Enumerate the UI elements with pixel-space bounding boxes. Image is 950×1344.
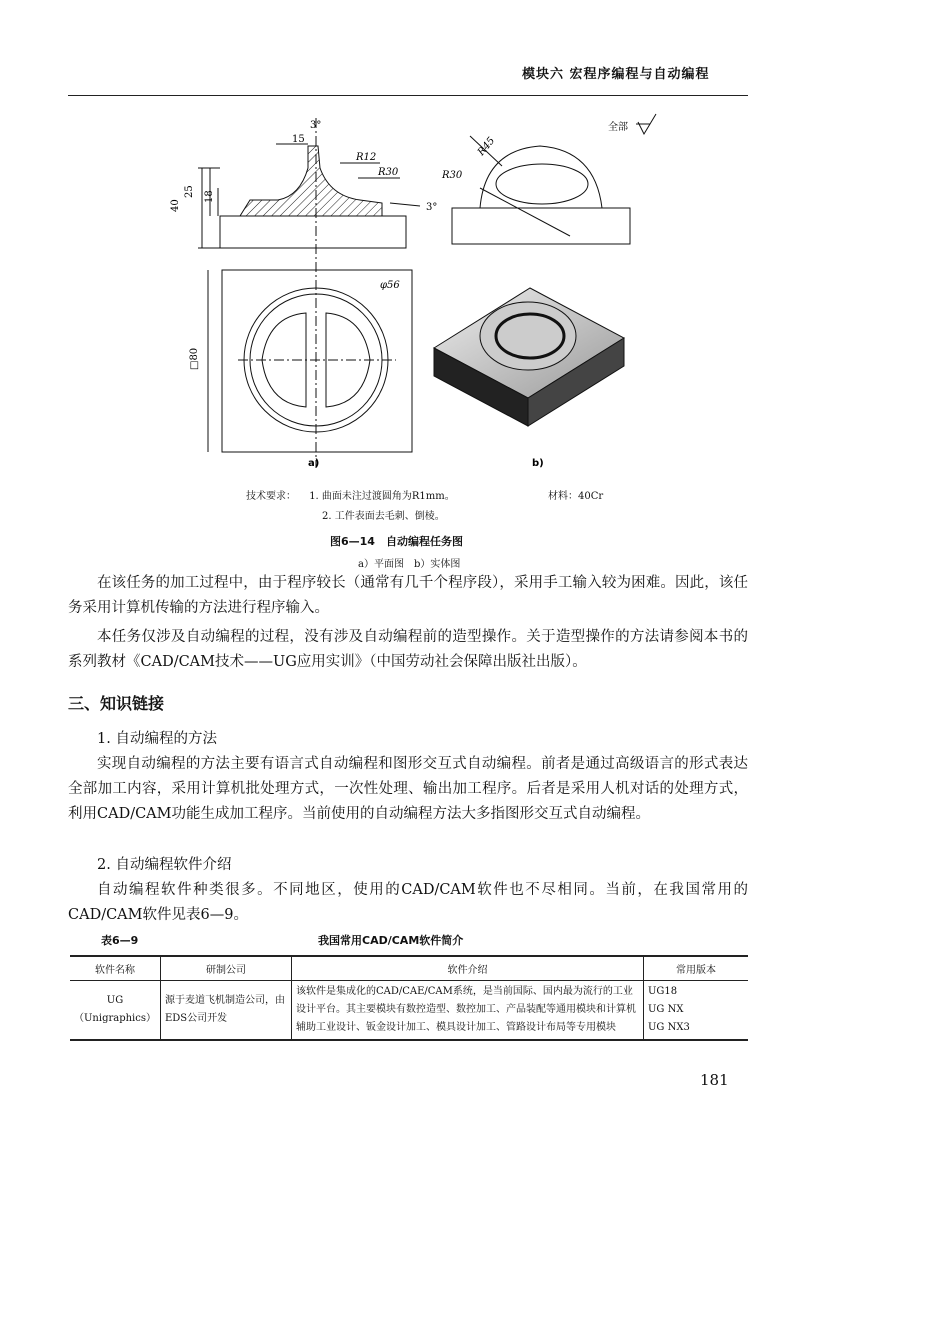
leader-r30-b: [480, 188, 570, 236]
version-item: UG NX3: [647, 1022, 690, 1033]
subsection-2-title: 2. 自动编程软件介绍: [97, 857, 232, 873]
dim-40: 40: [170, 199, 181, 212]
dim-3deg-top: 3°: [310, 120, 322, 131]
iso-dome: [480, 302, 576, 370]
table-title: 我国常用CAD/CAM软件简介: [318, 934, 464, 947]
version-item: UG NX: [647, 1004, 684, 1015]
software-table: [70, 955, 748, 1041]
dim-80: □80: [189, 347, 200, 370]
tech-requirements: [246, 487, 455, 527]
table-number: 表6—9: [101, 934, 139, 947]
figure-title: 图6—14 自动编程任务图: [330, 535, 463, 548]
col-header-name: 软件名称: [70, 956, 160, 981]
label-a: a): [308, 458, 320, 469]
side-ellipse: [496, 164, 588, 204]
side-base: [452, 208, 630, 244]
section-base: [220, 216, 406, 248]
dim-r45: R45: [475, 135, 498, 158]
isometric-view: [434, 288, 624, 426]
software-name: UG: [106, 995, 124, 1006]
col-header-intro: 软件介绍: [291, 956, 643, 981]
cell-versions: [643, 981, 748, 1041]
running-header: 模块六 宏程序编程与自动编程: [522, 67, 710, 82]
cell-intro: 该软件是集成化的CAD/CAE/CAM系统，是当前国际、国内最为流行的工业设计平台。其主要模块有数控造型、数控加工、产品装配等通用模块和计算机辅助工业设计、钣金设计加工、模具设计加工、管路设计布局等专用模块: [291, 981, 643, 1041]
dim-r30-b: R30: [442, 170, 463, 181]
table-row: [70, 981, 748, 1041]
cell-name: [70, 981, 160, 1041]
material-note: 材料：40Cr: [548, 491, 604, 502]
roughness-icon: [636, 114, 656, 134]
tech-label: 技术要求：: [246, 491, 296, 502]
dim-r30: R30: [378, 167, 399, 178]
dim-3deg-side: 3°: [426, 202, 438, 213]
paragraph-1: 在该任务的加工过程中，由于程序较长（通常有几千个程序段），采用手工输入较为困难。因此，该任务采用计算机传输的方法进行程序输入。: [68, 575, 748, 616]
dim-phi56: φ56: [380, 280, 400, 291]
subsection-1-title: 1. 自动编程的方法: [97, 731, 217, 747]
tech-item-2: 2. 工件表面去毛刺、倒棱。: [322, 511, 445, 522]
dim-25: 25: [184, 185, 195, 198]
page-number: 181: [700, 1071, 729, 1089]
section-heading: 三、知识链接: [68, 694, 165, 713]
header-rule: [68, 95, 748, 96]
dim-18: 18: [204, 190, 215, 203]
col-header-version: 常用版本: [643, 956, 748, 981]
paragraph-4: 自动编程软件种类很多。不同地区，使用的CAD/CAM软件也不尽相同。当前，在我国常用的CAD/CAM软件见表6—9。: [68, 882, 748, 923]
col-header-company: 研制公司: [160, 956, 291, 981]
label-b: b): [532, 458, 544, 469]
dim-15: 15: [292, 134, 305, 145]
tech-item-1: 1. 曲面未注过渡圆角为R1mm。: [309, 491, 455, 502]
leader-3deg: [390, 203, 420, 206]
dim-r12: R12: [356, 152, 377, 163]
version-item: UG18: [647, 986, 678, 997]
plan-view: [208, 270, 412, 452]
figure-subtitle: a）平面图 b）实体图: [358, 559, 461, 570]
technical-drawing: [150, 108, 670, 478]
all-label: 全部: [608, 122, 628, 133]
paragraph-3: 实现自动编程的方法主要有语言式自动编程和图形交互式自动编程。前者是通过高级语言的形式表达全部加工内容，采用计算机批处理方式，一次性处理、输出加工程序。后者是采用人机对话的处理方式，利用CAD/CAM功能生成加工程序。当前使用的自动编程方法大多指图形交互式自动编程。: [68, 756, 748, 822]
paragraph-2: 本任务仅涉及自动编程的过程，没有涉及自动编程前的造型操作。关于造型操作的方法请参阅本书的系列教材《CAD/CAM技术——UG应用实训》（中国劳动社会保障出版社出版）。: [68, 629, 748, 670]
software-fullname: （Unigraphics）: [74, 1013, 156, 1024]
cell-company: 源于麦道飞机制造公司，由EDS公司开发: [160, 981, 291, 1041]
